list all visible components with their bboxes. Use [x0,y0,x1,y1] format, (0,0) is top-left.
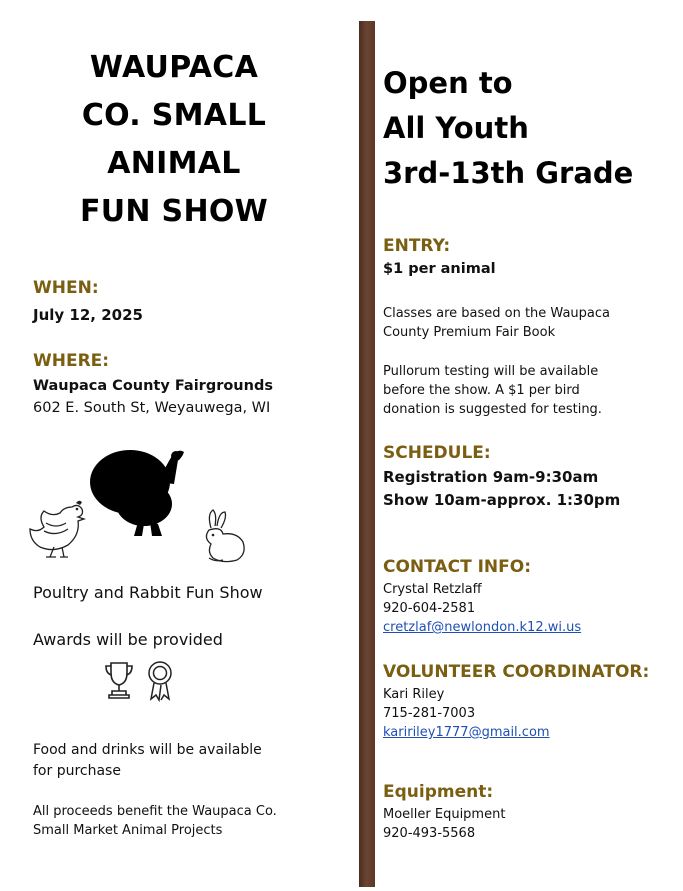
proceeds-line: All proceeds benefit the Waupaca Co. [33,804,277,819]
headline-line: Open to [383,66,513,100]
rabbit-icon [199,508,247,564]
when-heading: WHEN: [33,278,99,298]
volunteer-name: Kari Riley [383,687,445,702]
pullorum-info [383,362,602,419]
classes-info [383,304,610,342]
where-address: 602 E. South St, Weyauwega, WI [33,400,271,416]
headline-line: 3rd-13th Grade [383,156,634,190]
contact-email-link[interactable]: cretzlaf@newlondon.k12.wi.us [383,620,582,635]
chicken-icon [28,495,90,561]
schedule-line: Show 10am-approx. 1:30pm [383,491,621,509]
food-line: for purchase [33,763,121,779]
volunteer-phone: 715-281-7003 [383,706,476,721]
contact-info [383,580,581,637]
where-place: Waupaca County Fairgrounds [33,378,273,394]
entry-value: $1 per animal [383,261,496,277]
equipment-heading: Equipment: [383,782,494,802]
schedule-line: Registration 9am-9:30am [383,468,599,486]
proceeds-line: Small Market Animal Projects [33,823,223,838]
contact-heading: CONTACT INFO: [383,557,531,577]
volunteer-heading: VOLUNTEER COORDINATOR: [383,662,650,682]
pullorum-line: donation is suggested for testing. [383,402,602,417]
classes-line: Classes are based on the Waupaca [383,306,610,321]
trophy-icon [104,660,134,700]
ribbon-icon [146,660,174,702]
headline-line: All Youth [383,111,529,145]
event-title [0,44,348,236]
schedule-list [383,466,620,512]
equipment-info [383,805,505,843]
when-value: July 12, 2025 [33,306,143,324]
proceeds-info [33,802,277,840]
title-line: FUN SHOW [79,194,269,229]
contact-name: Crystal Retzlaff [383,582,482,597]
volunteer-info [383,685,550,742]
title-line: ANIMAL [107,146,241,181]
title-line: CO. SMALL [81,98,267,133]
contact-phone: 920-604-2581 [383,601,476,616]
pullorum-line: Pullorum testing will be available [383,364,599,379]
show-subtitle: Poultry and Rabbit Fun Show [33,583,263,602]
entry-heading: ENTRY: [383,236,451,256]
volunteer-email-link[interactable]: kaririley1777@gmail.com [383,725,550,740]
classes-line: County Premium Fair Book [383,325,556,340]
pullorum-line: before the show. A $1 per bird [383,383,580,398]
food-line: Food and drinks will be available [33,742,262,758]
title-line: WAUPACA [89,50,259,85]
where-heading: WHERE: [33,351,110,371]
equipment-name: Moeller Equipment [383,807,506,822]
turkey-icon [88,446,188,538]
schedule-heading: SCHEDULE: [383,443,491,463]
equipment-phone: 920-493-5568 [383,826,476,841]
awards-text: Awards will be provided [33,630,223,649]
column-divider [359,21,375,887]
food-info [33,740,262,782]
